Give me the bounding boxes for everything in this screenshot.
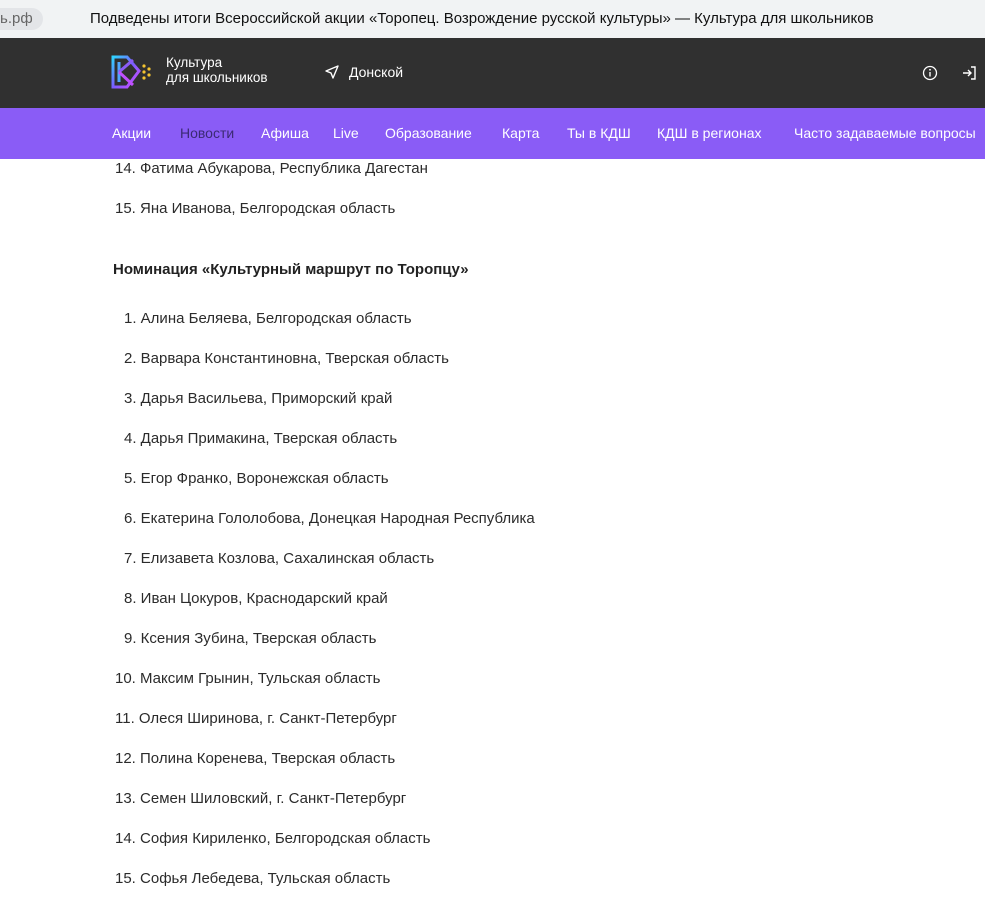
location-selector[interactable] (325, 63, 403, 81)
logo-line-1: Культура (166, 55, 223, 70)
nav-item-novosti[interactable]: Новости (180, 125, 235, 141)
list-item: 13. Семен Шиловский, г. Санкт-Петербург (115, 790, 407, 807)
list-item: 4. Дарья Примакина, Тверская область (124, 430, 398, 447)
nav-item-faq[interactable]: Часто задаваемые вопросы (794, 125, 976, 141)
logo-icon[interactable] (111, 54, 153, 90)
browser-title-bar (0, 0, 985, 39)
list-item: 14. Фатима Абукарова, Республика Дагестан (115, 160, 428, 177)
nav-item-kdsh-v-regionakh[interactable]: КДШ в регионах (657, 125, 762, 141)
list-item: 5. Егор Франко, Воронежская область (124, 470, 389, 487)
list-item: 14. София Кириленко, Белгородская область (115, 830, 431, 847)
location-label: Донской (349, 64, 404, 80)
main-nav (0, 108, 985, 159)
list-item: 2. Варвара Константиновна, Тверская область (124, 350, 449, 367)
site-header (0, 38, 985, 108)
login-icon[interactable] (961, 65, 977, 81)
location-arrow-icon (325, 65, 339, 79)
nav-item-karta[interactable]: Карта (502, 125, 540, 141)
nav-item-obrazovanie[interactable]: Образование (385, 125, 472, 141)
list-item: 11. Олеся Ширинова, г. Санкт-Петербург (115, 710, 397, 727)
nav-item-aktsii[interactable]: Акции (112, 125, 152, 141)
list-item: 12. Полина Коренева, Тверская область (115, 750, 396, 767)
list-item: 15. Яна Иванова, Белгородская область (115, 200, 396, 217)
list-item: 9. Ксения Зубина, Тверская область (124, 630, 377, 647)
list-item: 8. Иван Цокуров, Краснодарский край (124, 590, 388, 607)
nav-item-afisha[interactable]: Афиша (261, 125, 309, 141)
nav-item-ty-v-kdsh[interactable]: Ты в КДШ (567, 125, 631, 141)
list-item: 7. Елизавета Козлова, Сахалинская область (124, 550, 435, 567)
section-heading: Номинация «Культурный маршрут по Торопцу» (113, 261, 469, 278)
list-item: 6. Екатерина Гололобова, Донецкая Народная Республика (124, 510, 535, 527)
logo-line-2: для школьников (166, 70, 268, 85)
page-title: Подведены итоги Всероссийской акции «Торопец. Возрождение русской культуры» — Культура для школьников (90, 10, 874, 27)
address-domain[interactable]: ь.рф (0, 8, 43, 30)
logo-text[interactable] (166, 55, 268, 85)
list-item: 1. Алина Беляева, Белгородская область (124, 310, 412, 327)
nav-item-live[interactable]: Live (333, 125, 359, 141)
info-icon[interactable] (922, 65, 938, 81)
list-item: 10. Максим Грынин, Тульская область (115, 670, 381, 687)
list-item: 15. Софья Лебедева, Тульская область (115, 870, 391, 887)
list-item: 3. Дарья Васильева, Приморский край (124, 390, 393, 407)
